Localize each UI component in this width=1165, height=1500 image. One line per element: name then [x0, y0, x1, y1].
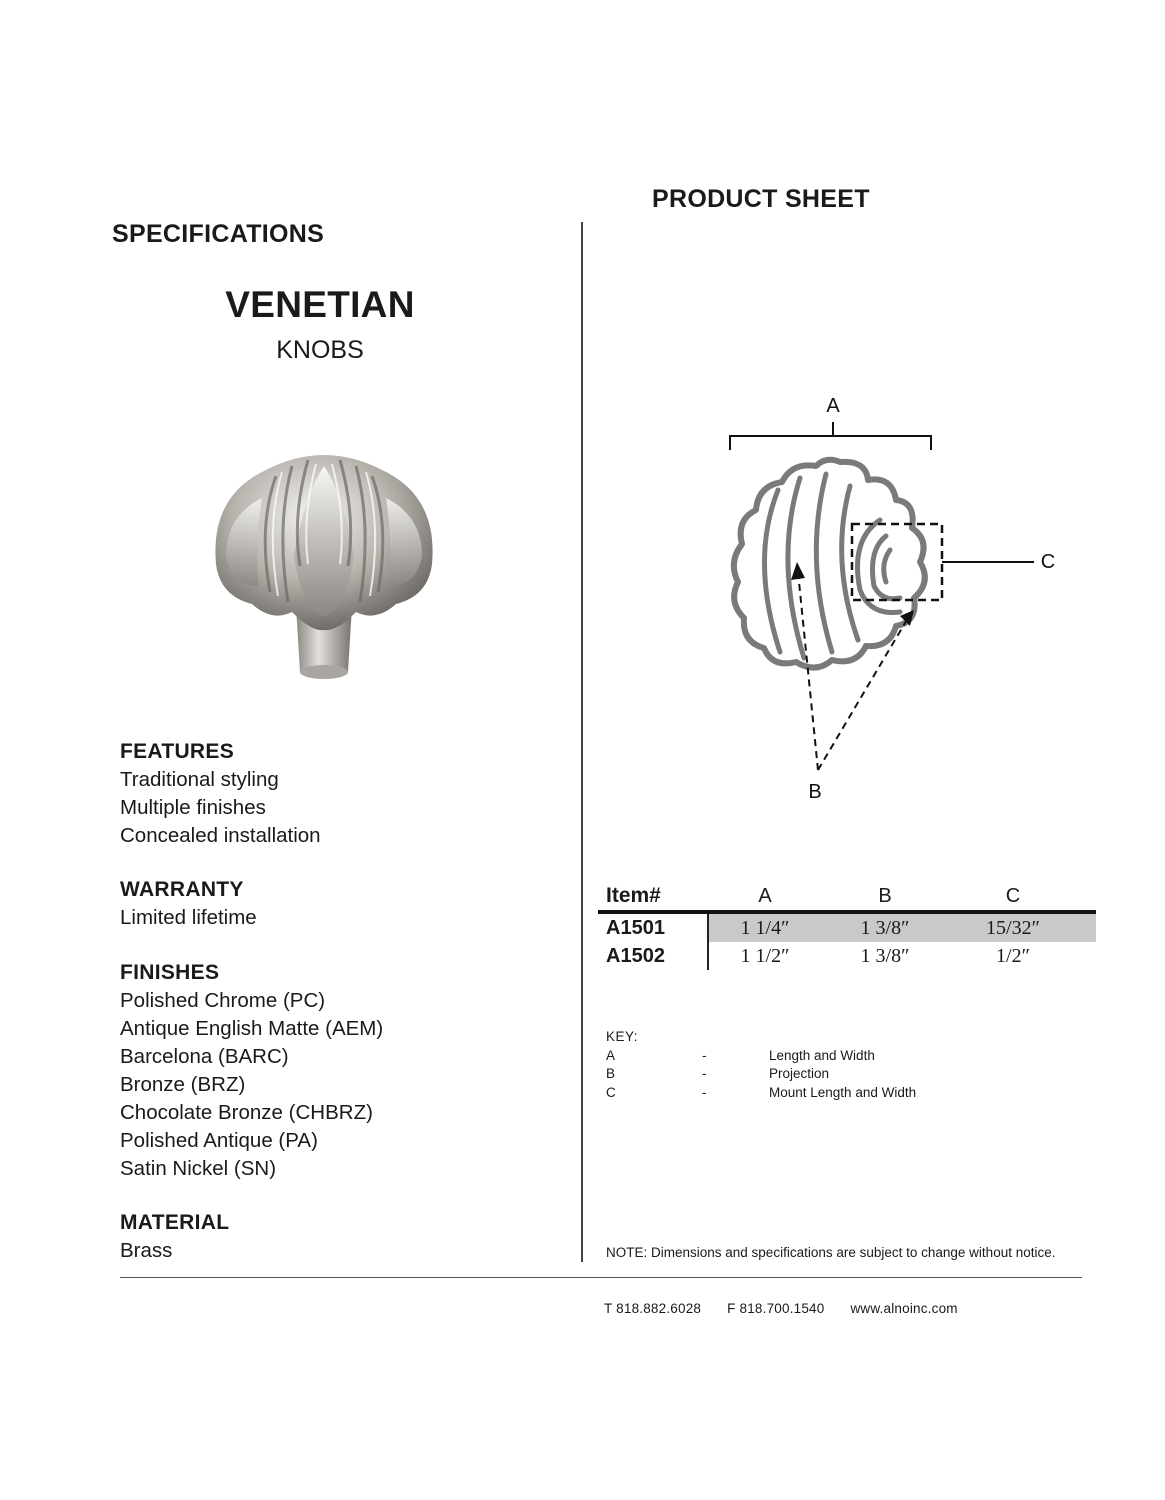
product-type: KNOBS [276, 336, 364, 364]
disclaimer-note: NOTE: Dimensions and specifications are subject to change without notice. [606, 1245, 1056, 1260]
features-item: Multiple finishes [120, 796, 266, 819]
table-header-a: A [758, 885, 772, 907]
dimension-diagram [700, 390, 1080, 810]
footer-rule [120, 1277, 1082, 1278]
fax-number: F 818.700.1540 [727, 1301, 825, 1316]
finish-item: Bronze (BRZ) [120, 1073, 246, 1096]
table-body [598, 914, 1096, 970]
table-cell-b: 1 3/8″ [860, 945, 910, 967]
key-row [606, 1047, 1006, 1066]
table-cell-a: 1 1/4″ [740, 917, 790, 939]
key-description: Projection [769, 1066, 830, 1081]
column-divider [581, 222, 583, 1262]
diagram-label-c: C [1040, 551, 1056, 573]
website-link[interactable]: www.alnoinc.com [850, 1301, 958, 1316]
table-cell-item: A1501 [606, 917, 665, 939]
warranty-heading: WARRANTY [120, 878, 244, 901]
table-header-item: Item# [606, 884, 661, 907]
key-description: Length and Width [769, 1047, 875, 1063]
key-dash: - [702, 1066, 707, 1081]
material-section [120, 1209, 229, 1265]
finish-item: Polished Chrome (PC) [120, 989, 326, 1012]
table-cell-b: 1 3/8″ [860, 917, 910, 939]
key-row [606, 1084, 1006, 1103]
features-item: Concealed installation [120, 824, 321, 847]
features-item: Traditional styling [120, 768, 279, 791]
table-row [598, 914, 1096, 942]
table-header-row [598, 882, 1096, 910]
diagram-label-b: B [808, 781, 822, 803]
features-section [120, 738, 321, 850]
table-row [598, 942, 1096, 970]
dimensions-table [598, 882, 1096, 970]
key-letter: B [606, 1066, 616, 1081]
knob-product-image [196, 436, 452, 692]
phone-number: T 818.882.6028 [604, 1301, 702, 1316]
warranty-item: Limited lifetime [120, 906, 257, 929]
material-heading: MATERIAL [120, 1211, 230, 1234]
contact-footer [604, 1301, 980, 1316]
key-row [606, 1065, 1006, 1084]
key-letter: A [606, 1047, 616, 1063]
warranty-section [120, 876, 257, 932]
finish-item: Chocolate Bronze (CHBRZ) [120, 1101, 373, 1124]
finish-item: Satin Nickel (SN) [120, 1157, 277, 1180]
table-cell-c: 15/32″ [986, 917, 1040, 939]
finishes-section [120, 959, 383, 1183]
finish-item: Antique English Matte (AEM) [120, 1017, 384, 1040]
key-dash: - [702, 1084, 707, 1100]
finish-item: Polished Antique (PA) [120, 1129, 318, 1152]
table-cell-c: 1/2″ [996, 945, 1030, 967]
table-cell-a: 1 1/2″ [740, 945, 790, 967]
finish-item: Barcelona (BARC) [120, 1045, 289, 1068]
specifications-title: SPECIFICATIONS [112, 220, 325, 248]
table-header-c: C [1005, 885, 1021, 907]
table-header-b: B [878, 885, 892, 907]
finishes-heading: FINISHES [120, 961, 220, 984]
key-letter: C [606, 1084, 616, 1100]
diagram-label-a: A [826, 395, 840, 417]
product-sheet-title: PRODUCT SHEET [652, 185, 870, 213]
table-cell-item: A1502 [606, 945, 665, 967]
key-description: Mount Length and Width [769, 1084, 917, 1100]
features-heading: FEATURES [120, 740, 235, 763]
dimension-key [606, 1028, 1006, 1102]
product-name: VENETIAN [225, 284, 415, 325]
key-title: KEY: [606, 1029, 639, 1044]
key-dash: - [702, 1047, 707, 1063]
material-item: Brass [120, 1239, 173, 1262]
